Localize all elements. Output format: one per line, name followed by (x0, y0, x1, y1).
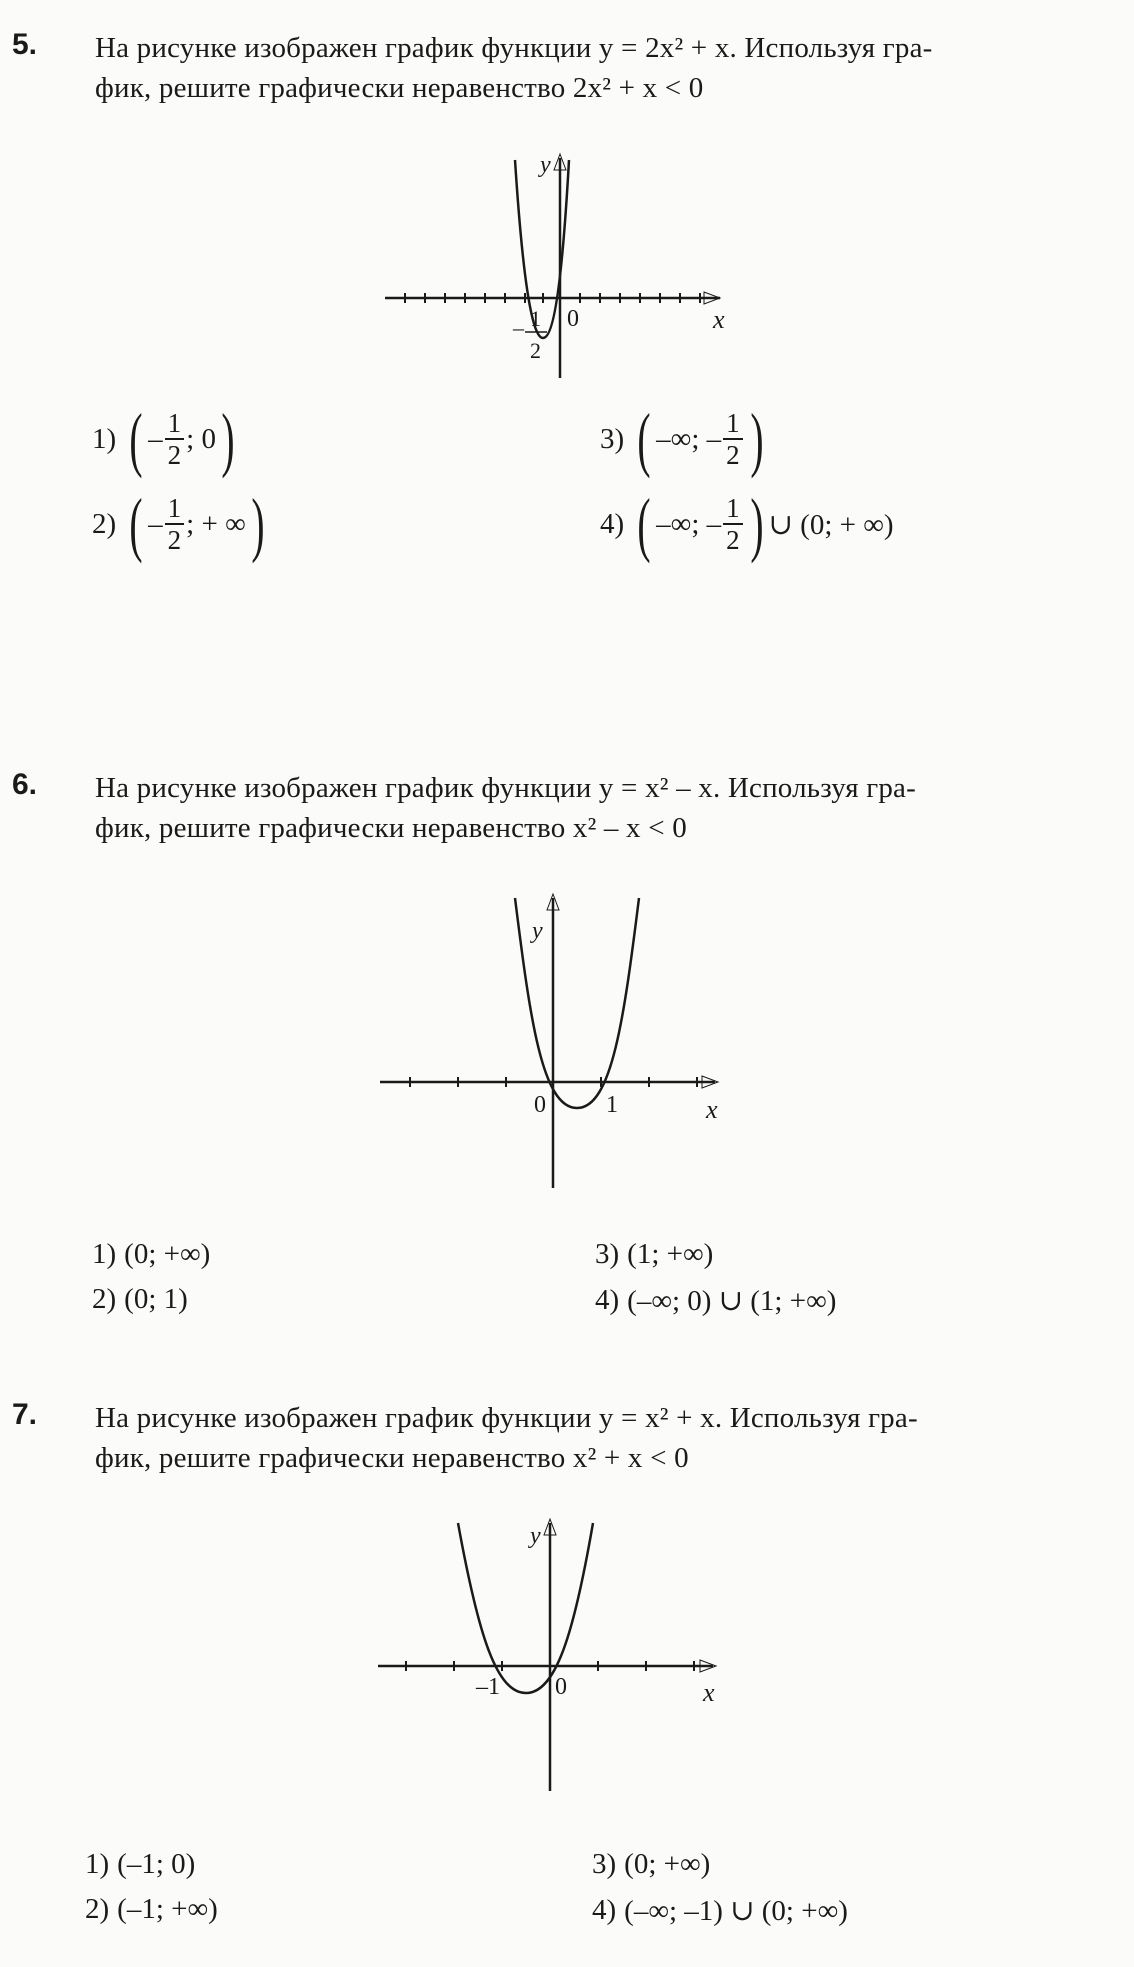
option-label: 4) (592, 1894, 617, 1926)
option-text: (–∞; 0) ∪ (1; +∞) (627, 1285, 837, 1317)
option-label: 3) (595, 1238, 620, 1270)
origin-label: 0 (555, 1674, 567, 1700)
option-text: (1; +∞) (627, 1238, 714, 1270)
problem-number: 7. (12, 1398, 38, 1431)
problem-statement (95, 28, 1115, 108)
option-text: (0; 1) (124, 1283, 188, 1315)
option-2[interactable]: 2) ( – $\frac{1}{2}$ ; + ∞ ) (92, 484, 265, 564)
statement-line-1: На рисунке изображен график функции y = x² + x. Используя гра- (95, 1402, 918, 1434)
y-axis-label: y (532, 918, 543, 944)
statement-line-2: фик, решите графически неравенство 2x² + x < 0 (95, 72, 704, 104)
parabola-graph (380, 898, 720, 1198)
option-label: 3) (600, 422, 625, 455)
origin-label: 0 (567, 306, 579, 332)
option-label: 2) (92, 507, 117, 540)
option-label: 3) (592, 1848, 617, 1880)
option-1[interactable]: 1) ( – $\frac{1}{2}$ ; 0 ) (92, 399, 235, 479)
option-text: (–1; +∞) (117, 1893, 218, 1925)
option-text: (–∞; –1) ∪ (0; +∞) (624, 1895, 848, 1927)
problem-statement (95, 1398, 1115, 1478)
root-label: –1 (476, 1674, 500, 1700)
fraction: $\frac{1}{2}$ (165, 408, 185, 470)
option-4[interactable]: 4) ( –∞; – $\frac{1}{2}$ ) ∪ (0; + ∞) (600, 484, 894, 564)
fraction: $\frac{1}{2}$ (723, 408, 743, 470)
option-3[interactable] (592, 1848, 710, 1881)
option-2[interactable] (85, 1893, 218, 1926)
option-label: 4) (595, 1284, 620, 1316)
statement-line-1: На рисунке изображен график функции y = 2x² + x. Используя гра- (95, 32, 933, 64)
y-axis-label: y (530, 1523, 541, 1549)
option-label: 2) (92, 1283, 117, 1315)
option-1[interactable] (92, 1238, 210, 1271)
problem-number: 5. (12, 28, 38, 61)
origin-label: 0 (534, 1092, 546, 1118)
option-3[interactable]: 3) ( –∞; – $\frac{1}{2}$ ) (600, 399, 764, 479)
parabola-graph (378, 1523, 718, 1823)
option-text: (0; +∞) (124, 1238, 211, 1270)
parabola-graph (385, 152, 725, 398)
fraction: $\frac{1}{2}$ (165, 493, 185, 555)
parabola-curve (458, 1523, 593, 1693)
statement-line-1: На рисунке изображен график функции y = x² – x. Используя гра- (95, 772, 916, 804)
root-sign: – (513, 315, 524, 340)
option-label: 2) (85, 1893, 110, 1925)
x-axis-label: x (703, 1678, 715, 1707)
option-1[interactable] (85, 1848, 195, 1881)
option-text: (0; +∞) (624, 1848, 711, 1880)
statement-line-2: фик, решите графически неравенство x² + x < 0 (95, 1442, 689, 1474)
x-axis-label: x (706, 1095, 718, 1124)
option-3[interactable] (595, 1238, 713, 1271)
fraction: $\frac{1}{2}$ (723, 493, 743, 555)
root-label: 1 (606, 1092, 618, 1118)
option-4[interactable] (595, 1283, 836, 1318)
root-denominator: 2 (530, 338, 541, 363)
statement-line-2: фик, решите графически неравенство x² – x < 0 (95, 812, 687, 844)
option-label: 1) (92, 1238, 117, 1270)
problem-number: 6. (12, 768, 38, 801)
option-label: 4) (600, 507, 625, 540)
root-numerator: 1 (530, 306, 541, 331)
option-label: 1) (85, 1848, 110, 1880)
x-axis-label: x (713, 305, 725, 334)
problem-statement (95, 768, 1115, 848)
option-4[interactable] (592, 1893, 848, 1928)
option-text: (–1; 0) (117, 1848, 196, 1880)
y-axis-label: y (540, 152, 551, 178)
option-label: 1) (92, 422, 117, 455)
option-2[interactable] (92, 1283, 188, 1316)
